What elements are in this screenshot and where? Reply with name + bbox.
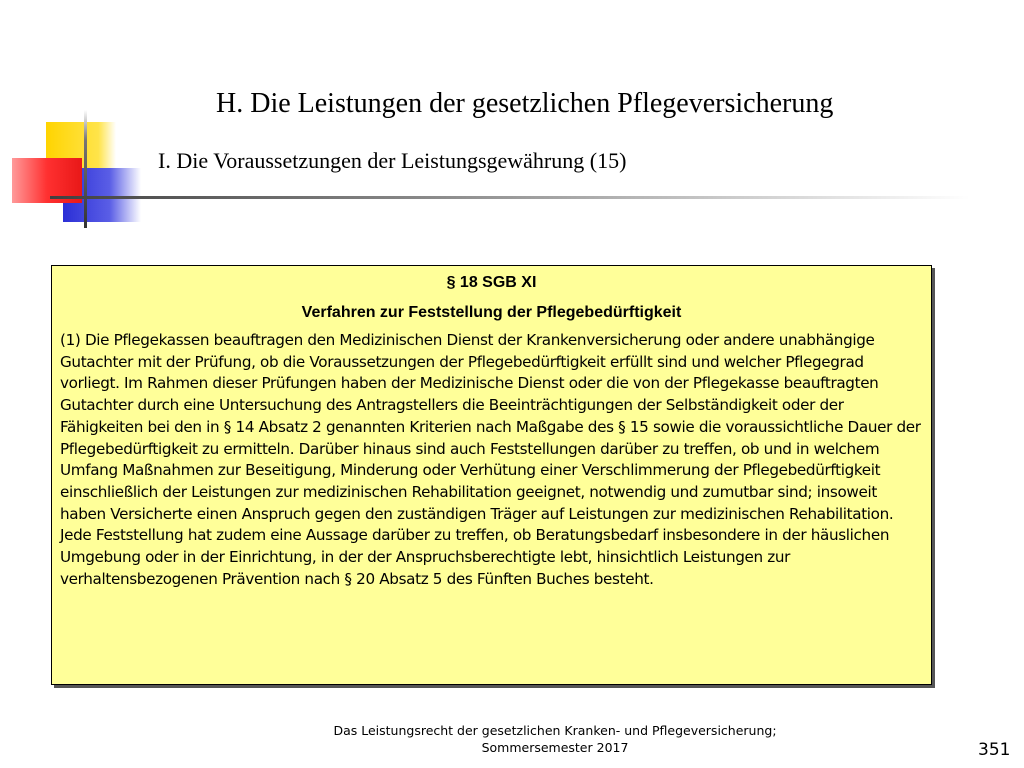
footer-line-2: Sommersemester 2017 xyxy=(481,740,629,755)
vertical-rule xyxy=(84,110,87,228)
slide-title: H. Die Leistungen der gesetzlichen Pflegeversicherung xyxy=(216,88,834,119)
page-number: 351 xyxy=(978,740,1011,760)
law-text-box xyxy=(51,265,932,685)
law-paragraph: (1) Die Pflegekassen beauftragen den Medizinischen Dienst der Krankenversicherung oder andere unabhängige Gutachter mit der Prüfung, ob die Voraussetzungen der Pflegebedürftigkeit erfüllt sind und welcher Pflegegrad vorliegt. Im Rahmen dieser Prüfungen haben der Medizinische Dienst oder die von der Pflegekasse beauftragten Gutachter durch eine Untersuchung des Antragstellers die Beeinträchtigungen der Selbständigkeit oder der Fähigkeiten bei den in § 14 Absatz 2 genannten Kriterien nach Maßgabe des § 15 sowie die voraussichtliche Dauer der Pflegebedürftigkeit zu ermitteln. Darüber hinaus sind auch Feststellungen darüber zu treffen, ob und in welchem Umfang Maßnahmen zur Beseitigung, Minderung oder Verhütung einer Verschlimmerung der Pflegebedürftigkeit einschließlich der Leistungen zur medizinischen Rehabilitation geeignet, notwendig und zumutbar sind; insoweit haben Versicherte einen Anspruch gegen den zuständigen Träger auf Leistungen zur medizinischen Rehabilitation. Jede Feststellung hat zudem eine Aussage darüber zu treffen, ob Beratungsbedarf insbesondere in der häuslichen Umgebung oder in der Einrichtung, in der der Anspruchsberechtigte lebt, hinsichtlich Leistungen zur verhaltensbezogenen Prävention nach § 20 Absatz 5 des Fünften Buches besteht. xyxy=(60,331,921,588)
footer xyxy=(290,722,820,756)
footer-line-1: Das Leistungsrecht der gesetzlichen Kranken- und Pflegeversicherung; xyxy=(333,723,777,738)
law-section-number: § 18 SGB XI xyxy=(446,274,537,291)
slide-subtitle: I. Die Voraussetzungen der Leistungsgewährung (15) xyxy=(158,148,627,173)
horizontal-rule xyxy=(50,196,970,199)
law-section-heading: Verfahren zur Feststellung der Pflegebedürftigkeit xyxy=(301,304,682,321)
